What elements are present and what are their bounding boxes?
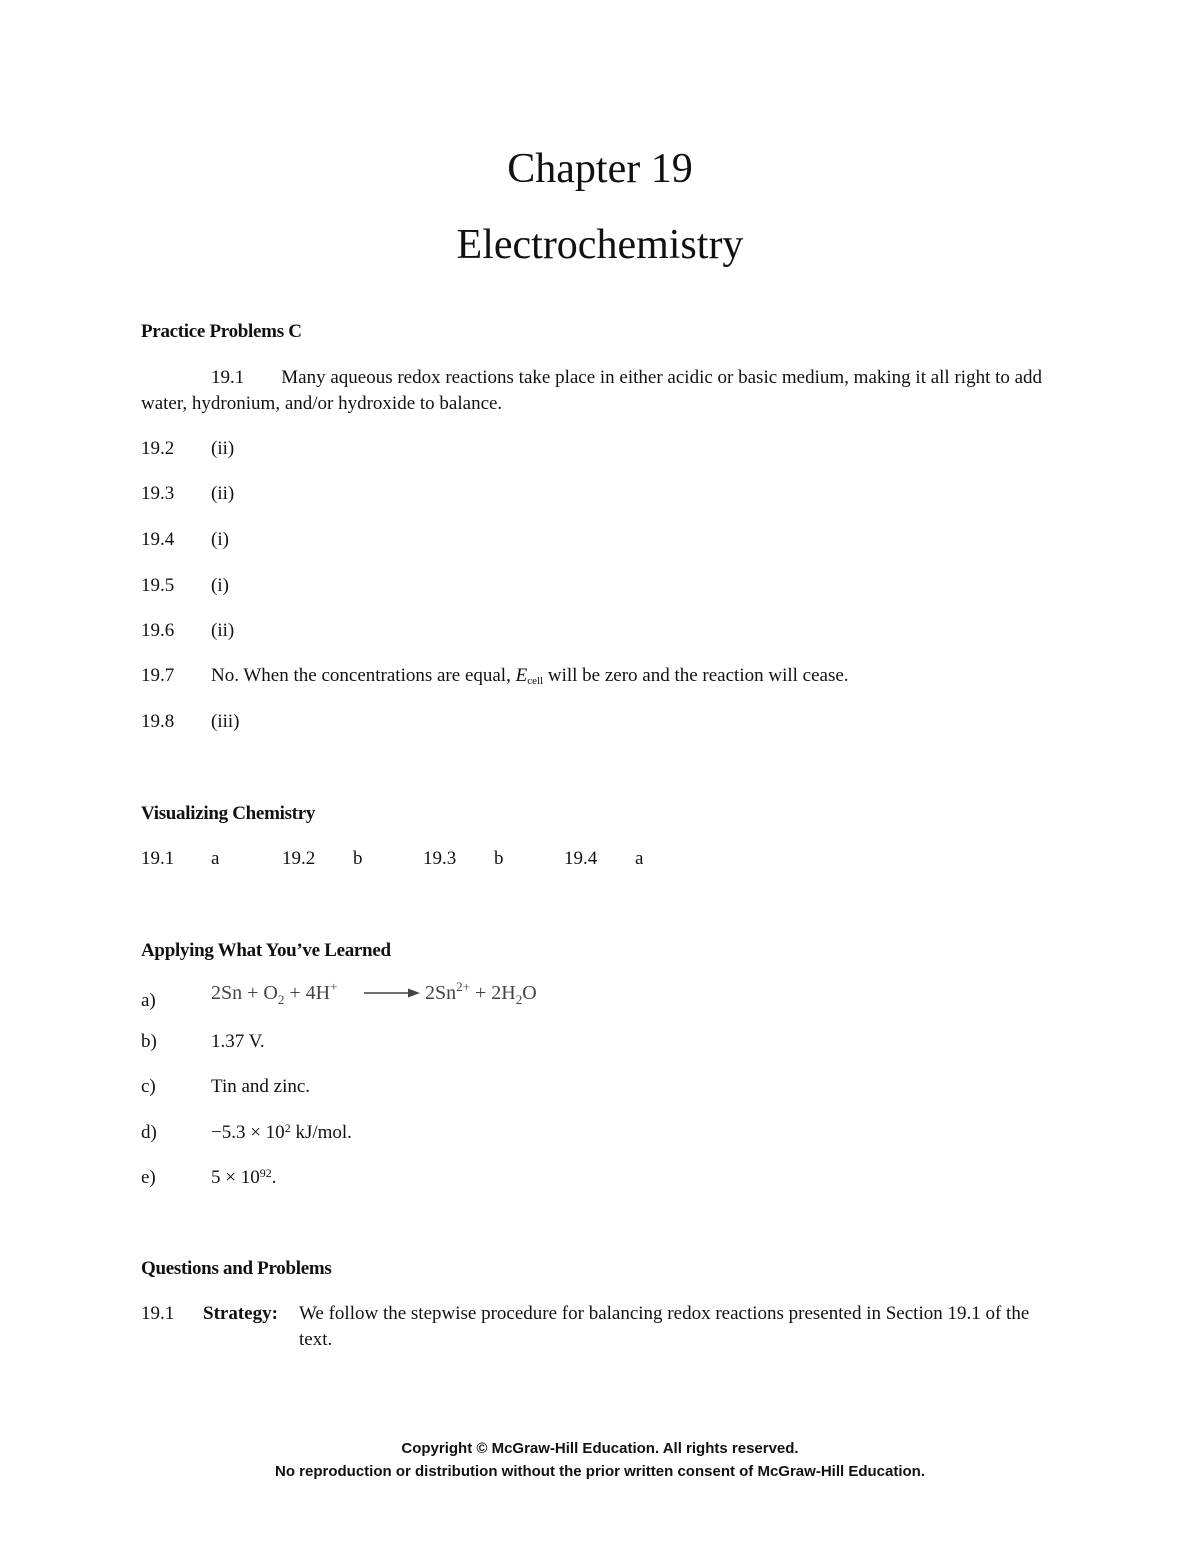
practice-item-8-answer: (iii) xyxy=(211,711,240,732)
eq-o-sub: 2 xyxy=(277,992,285,1007)
practice-item-8-num: 19.8 xyxy=(141,711,175,732)
practice-item-5-answer: (i) xyxy=(211,575,229,596)
arrow-head-icon xyxy=(408,989,420,998)
practice-item-4-num: 19.4 xyxy=(141,529,175,550)
applying-item-c-label: c) xyxy=(141,1076,156,1097)
applying-item-d-tail: kJ/mol. xyxy=(290,1122,352,1143)
applying-item-e-answer xyxy=(211,1165,276,1191)
visualizing-item-2-num: 19.2 xyxy=(282,848,316,869)
copyright-footer: Copyright © McGraw-Hill Education. All rights reserved. xyxy=(401,1440,799,1457)
practice-item-2-answer: (ii) xyxy=(211,438,235,459)
chapter-subject: Electrochemistry xyxy=(456,222,744,268)
visualizing-item-2-answer: b xyxy=(353,848,363,869)
practice-item-3-answer: (ii) xyxy=(211,483,235,504)
practice-item-1-wrap xyxy=(141,365,1056,417)
eq-h-sup: + xyxy=(330,979,338,994)
visualizing-item-1-num: 19.1 xyxy=(141,848,175,869)
question-item-1-num: 19.1 xyxy=(141,1303,175,1324)
applying-item-d-answer xyxy=(211,1120,352,1146)
visualizing-item-4-num: 19.4 xyxy=(564,848,598,869)
redox-equation xyxy=(211,976,571,1012)
eq-o: O xyxy=(522,982,537,1004)
reproduction-notice: No reproduction or distribution without the prior written consent of McGraw-Hill Education. xyxy=(275,1463,925,1480)
applying-item-a-label: a) xyxy=(141,990,156,1011)
applying-item-c-answer: Tin and zinc. xyxy=(211,1076,311,1097)
practice-item-7-num: 19.7 xyxy=(141,665,175,686)
practice-item-3-num: 19.3 xyxy=(141,483,175,504)
applying-heading: Applying What You’ve Learned xyxy=(141,940,391,961)
eq-left: 2Sn + O xyxy=(211,982,278,1004)
applying-item-d-label: d) xyxy=(141,1122,157,1143)
eq-plus-h: + 4H xyxy=(284,982,331,1004)
ecell-subscript: cell xyxy=(527,675,544,687)
eq-right: 2Sn xyxy=(425,982,457,1004)
questions-heading: Questions and Problems xyxy=(141,1258,332,1279)
applying-item-e-tail: . xyxy=(271,1167,277,1188)
svg-text:2Sn2+ + 2H2O xyxy=(425,979,537,1007)
eq-sn-sup: 2+ xyxy=(456,979,470,994)
visualizing-heading: Visualizing Chemistry xyxy=(141,803,316,824)
ecell-symbol: E xyxy=(515,665,528,686)
visualizing-item-4-answer: a xyxy=(635,848,644,869)
practice-item-6-num: 19.6 xyxy=(141,620,175,641)
applying-item-d-base: −5.3 × 10 xyxy=(211,1122,285,1143)
practice-item-1-text: Many aqueous redox reactions take place in either acidic or basic medium, making it all right to add water, hydronium, and/or hydroxide to balance. xyxy=(141,367,1043,414)
practice-item-7-text-after: will be zero and the reaction will cease. xyxy=(543,665,849,686)
applying-item-e-exponent: 92 xyxy=(259,1166,272,1180)
practice-item-6-answer: (ii) xyxy=(211,620,235,641)
strategy-label: Strategy: xyxy=(203,1303,278,1324)
visualizing-item-3-num: 19.3 xyxy=(423,848,457,869)
practice-item-7-text-before: No. When the concentrations are equal, xyxy=(211,665,516,686)
applying-item-b-label: b) xyxy=(141,1031,157,1052)
applying-item-e-base: 5 × 10 xyxy=(211,1167,260,1188)
chapter-title: Chapter 19 xyxy=(507,146,693,192)
applying-item-e-label: e) xyxy=(141,1167,156,1188)
practice-item-1-num: 19.1 xyxy=(211,367,245,388)
visualizing-item-1-answer: a xyxy=(211,848,220,869)
strategy-text: We follow the stepwise procedure for balancing redox reactions presented in Section 19.1 of the text. xyxy=(299,1303,1030,1350)
practice-item-5-num: 19.5 xyxy=(141,575,175,596)
practice-item-2-num: 19.2 xyxy=(141,438,175,459)
applying-item-b-answer: 1.37 V. xyxy=(211,1031,265,1052)
eq-h2-sub: 2 xyxy=(515,992,523,1007)
practice-heading: Practice Problems C xyxy=(141,321,302,342)
applying-item-d-exponent: 2 xyxy=(284,1121,291,1135)
practice-item-7-answer xyxy=(211,663,849,689)
eq-plus-h2: + 2H xyxy=(469,982,516,1004)
svg-text:2Sn + O2 + 4H+ xyxy=(211,979,337,1007)
practice-item-4-answer: (i) xyxy=(211,529,229,550)
visualizing-item-3-answer: b xyxy=(494,848,504,869)
